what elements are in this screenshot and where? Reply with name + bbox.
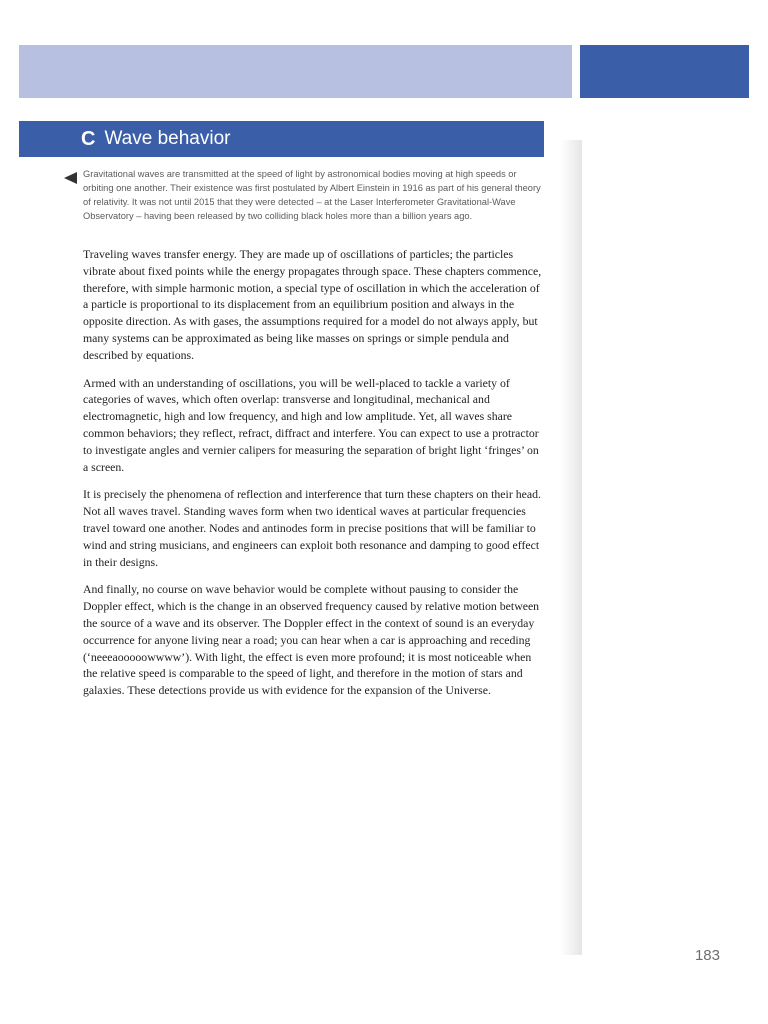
paragraph: Armed with an understanding of oscillations, you will be well-placed to tackle a variety of categories of waves, which often overlap: transverse and longitudinal, mechanical and electromagnetic, high and low frequency, and high and low amplitude. Yet, all waves share common behaviors; they reflect, refract, diffract and interfere. You can expect to use a protractor to investigate angles and vernier calipers for measuring the separation of bright light ‘fringes’ on a screen. (83, 375, 539, 474)
section-letter: C (81, 127, 96, 150)
paragraph: Traveling waves transfer energy. They are made up of oscillations of particles; the particles vibrate about fixed points while the energy propagates through space. These chapters commence, therefore, with simple harmonic motion, a special type of oscillation in which the acceleration of a particle is proportional to its displacement from an equilibrium position and always in the opposite direction. As with gases, the assumptions required for a model do not always apply, but many systems can be approximated as being like masses on springs or simple pendula and described by equations. (83, 247, 542, 362)
section-title: Wave behavior (104, 128, 231, 149)
paragraph: It is precisely the phenomena of reflection and interference that turn these chapters on their head. Not all waves travel. Standing waves form when two identical waves at particular frequencies travel toward one another. Nodes and antinodes form in precise positions that will be familiar to wind and string musicians, and engineers can exploit both resonance and damping to good effect in their designs. (83, 487, 541, 569)
top-band-dark (580, 45, 749, 98)
paragraph: And finally, no course on wave behavior would be complete without pausing to consider the Doppler effect, which is the change in an observed frequency caused by relative motion between the source of a wave and its observer. The Doppler effect in the context of sound is an everyday occurrence for anyone living near a road; you can hear when a car is approaching and receding (‘neeeaooooowwww’). With light, the effect is even more profound; it is most noticeable when the relative speed is comparable to the speed of light, and therefore in the motion of stars and galaxies. These detections provide us with evidence for the expansion of the Universe. (83, 582, 540, 698)
left-triangle-icon (64, 172, 77, 184)
intro-text: Gravitational waves are transmitted at the speed of light by astronomical bodies moving at high speeds or orbiting one another. Their existence was first postulated by Albert Einstein in 1916 as part of his general theory of relativity. It was not until 2015 that they were detected – at the Laser Interferometer Gravitational-Wave Observatory – having been released by two colliding black holes more than a billion years ago. (83, 169, 541, 221)
section-header (19, 121, 544, 157)
body-text (83, 246, 545, 710)
top-band-light (19, 45, 572, 98)
page-edge-shadow (560, 140, 582, 955)
page-number: 183 (694, 947, 720, 964)
